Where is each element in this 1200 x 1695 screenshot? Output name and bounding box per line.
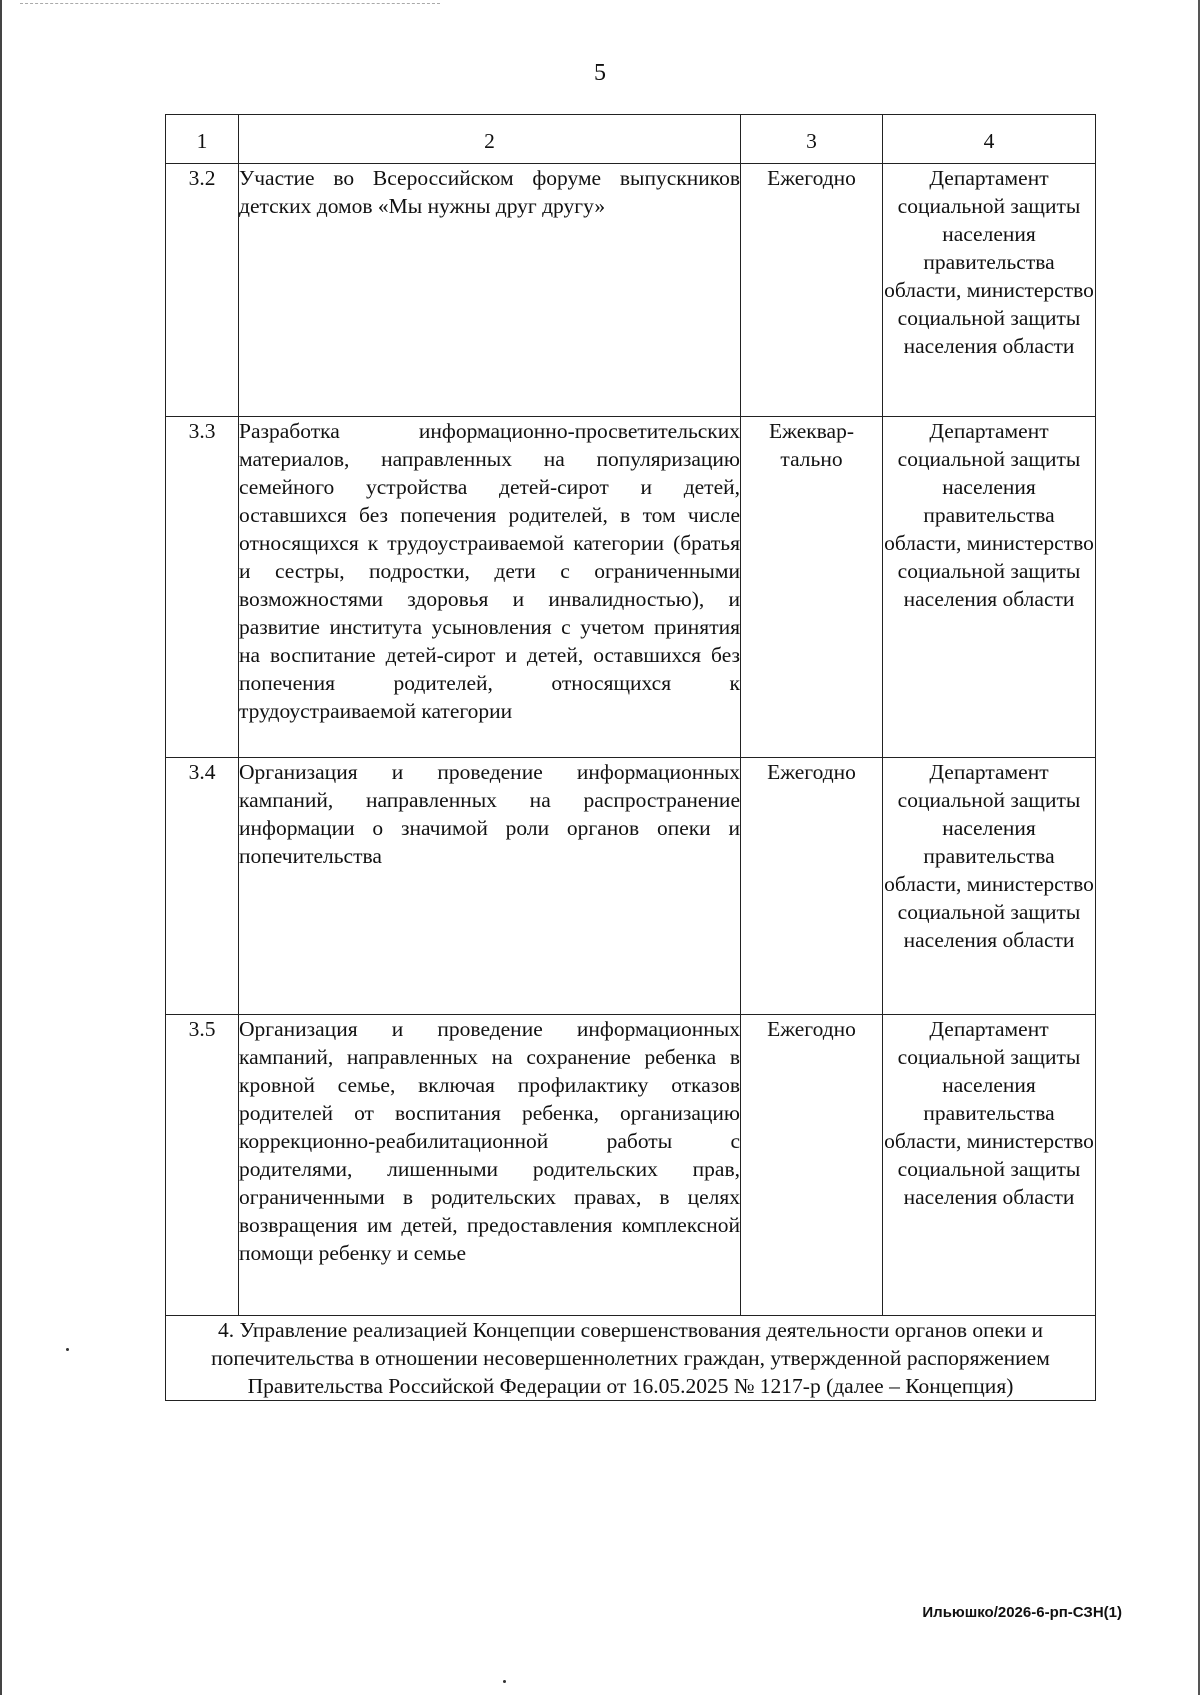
table-header-row — [166, 115, 1096, 164]
item-description: Участие во Всероссийском форуме выпускников детских домов «Мы нужны друг другу» — [239, 164, 741, 417]
item-period: Ежегодно — [741, 758, 883, 1015]
item-responsible: Департамент социальной защиты населения правительства области, министерство социальной защиты населения области — [883, 758, 1096, 1015]
item-number: 3.5 — [166, 1015, 239, 1316]
scan-speck — [503, 1680, 506, 1683]
item-description: Разработка информационно-просветительских материалов, направленных на популяризацию семейного устройства детей-сирот и детей, оставшихся без попечения родителей, в том числе относящихся к трудоустраиваемой категории (братья и сестры, подростки, дети с ограниченными возможностями здоровья и инвалидностью), и развитие института усыновления с учетом принятия на воспитание детей-сирот и детей, оставшихся без попечения родителей, относящихся к трудоустраиваемой категории — [239, 417, 741, 758]
item-description: Организация и проведение информационных кампаний, направленных на сохранение ребенка в кровной семье, включая профилактику отказов родителей от воспитания ребенка, организацию коррекционно-реабилитационной работы с родителями, лишенными родительских прав, ограниченными в родительских правах, в целях возвращения им детей, предоставления комплексной помощи ребенку и семье — [239, 1015, 741, 1316]
page-number: 5 — [594, 60, 606, 86]
item-responsible: Департамент социальной защиты населения правительства области, министерство социальной защиты населения области — [883, 164, 1096, 417]
item-number: 3.4 — [166, 758, 239, 1015]
table-row — [166, 417, 1096, 758]
header-cell: 2 — [239, 115, 741, 164]
table-row — [166, 758, 1096, 1015]
scan-edge-left — [0, 0, 2, 1695]
item-number: 3.3 — [166, 417, 239, 758]
section-row — [166, 1316, 1096, 1401]
item-description: Организация и проведение информационных кампаний, направленных на распространение информации о значимой роли органов опеки и попечительства — [239, 758, 741, 1015]
plan-table — [165, 114, 1096, 1401]
header-cell: 4 — [883, 115, 1096, 164]
header-cell: 3 — [741, 115, 883, 164]
item-responsible: Департамент социальной защиты населения правительства области, министерство социальной защиты населения области — [883, 1015, 1096, 1316]
item-period: Ежегодно — [741, 164, 883, 417]
section-title: 4. Управление реализацией Концепции совершенствования деятельности органов опеки и попечительства в отношении несовершеннолетних граждан, утвержденной распоряжением Правительства Российской Федерации от 16.05.2025 № 1217-р (далее – Концепция) — [166, 1316, 1096, 1401]
item-responsible: Департамент социальной защиты населения правительства области, министерство социальной защиты населения области — [883, 417, 1096, 758]
table-row — [166, 164, 1096, 417]
table-row — [166, 1015, 1096, 1316]
item-period: Ежеквар-тально — [741, 417, 883, 758]
scan-top-artifact — [20, 3, 440, 4]
document-code: Ильюшко/2026-6-рп-СЗН(1) — [922, 1604, 1122, 1621]
item-number: 3.2 — [166, 164, 239, 417]
scan-speck — [66, 1348, 69, 1351]
header-cell: 1 — [166, 115, 239, 164]
item-period: Ежегодно — [741, 1015, 883, 1316]
